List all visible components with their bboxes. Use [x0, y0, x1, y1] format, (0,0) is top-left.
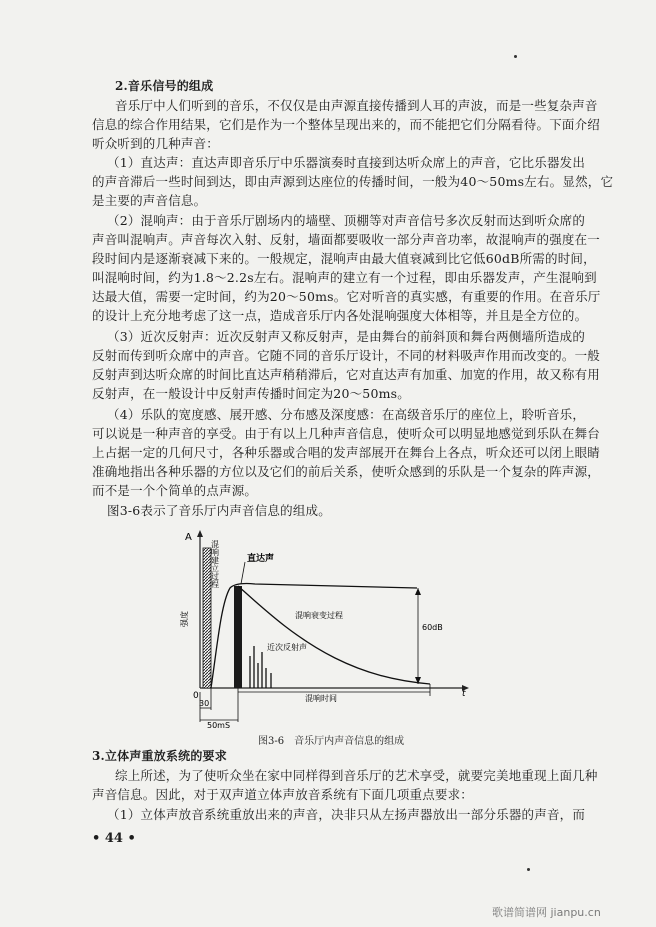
text-line: 而不是一个个简单的点声源。	[92, 483, 258, 498]
page-number: • 44 •	[92, 831, 136, 846]
scan-speck	[514, 55, 517, 58]
text-line: 的设计上充分地考虑了这一点，造成音乐厅内各处混响强度大体相等，并且是全方位的。	[92, 308, 588, 323]
sound-envelope-figure	[175, 528, 475, 728]
text-line: （1）直达声：直达声即音乐厅中乐器演奏时直接到达听众席上的声音，它比乐器发出	[107, 155, 586, 170]
60db-label: 60dB	[422, 623, 443, 632]
section-heading-2: 2.音乐信号的组成	[115, 79, 214, 93]
text-line: 可以说是一种声音的享受。由于有以上几种声音信息，使听众可以明显地感觉到乐队在舞台	[92, 426, 601, 441]
direct-sound-pointer	[241, 562, 245, 584]
text-line: 准确地指出各种乐器的方位以及它们的前后关系，使听众感到的乐队是一个复杂的阵声源，	[92, 464, 601, 479]
text-line: 听众听到的几种声音：	[92, 136, 220, 151]
y-axis-arrow	[197, 530, 203, 537]
text-line: 反射声到达听众席的时间比直达声稍稍滞后，它对直达声有加重、加宽的作用，故又称有用	[92, 367, 601, 382]
decay-label: 混响衰变过程	[295, 611, 343, 620]
text-line: 上占据一定的几何尺寸，各种乐器或合唱的发声部展开在舞台上各点，听众还可以闭上眼睛	[92, 445, 601, 460]
text-line: 反射声，在一般设计中反射声传播时间定为20～50ms。	[92, 386, 410, 401]
text-line: 声音叫混响声。声音每次入射、反射，墙面都要吸收一部分声音功率，故混响声的强度在一	[92, 232, 601, 247]
text-line: 图3-6表示了音乐厅内声音信息的组成。	[107, 503, 331, 518]
30-label: 30	[199, 699, 210, 708]
reverb-build-label: 混响建立过程	[210, 540, 220, 588]
section-heading-3: 3.立体声重放系统的要求	[92, 749, 227, 763]
watermark: 歌谱简谱网 jianpu.cn	[492, 906, 601, 919]
text-line: 是主要的声音信息。	[92, 193, 207, 208]
text-line: 反射而传到听众席中的声音。它随不同的音乐厅设计，不同的材料吸声作用而改变的。一般	[92, 348, 601, 363]
text-line: 达最大值，需要一定时间，约为20～50ms。它对听音的真实感，有重要的作用。在音乐厅	[92, 289, 601, 304]
text-line: 叫混响时间，约为1.8～2.2s左右。混响声的建立有一个过程，即由乐器发声，产生混响到	[92, 270, 597, 285]
text-line: （1）立体声放音系统重放出来的声音，决非只从左扬声器放出一部分乐器的声音，而	[107, 807, 586, 822]
direct-sound-bar	[234, 586, 242, 688]
y-axis-label: 强度	[180, 611, 189, 627]
early-reflection-label: 近次反射声	[267, 643, 307, 652]
text-line: 综上所述，为了使听众坐在家中同样得到音乐厅的艺术享受，就要完美地重现上面几种	[115, 768, 598, 783]
rt-label: 混响时间	[305, 694, 337, 703]
text-line: 段时间内是逐渐衰减下来的。一般规定，混响声由最大值衰减到比它低60dB所需的时间，	[92, 251, 596, 266]
text-line: （4）乐队的宽度感、展开感、分布感及深度感：在高级音乐厅的座位上，聆听音乐，	[107, 407, 586, 422]
text-line: 音乐厅中人们听到的音乐，不仅仅是由声源直接传播到人耳的声波，而是一些复杂声音	[115, 98, 598, 113]
text-line: 的声音滞后一些时间到达，即由声源到达座位的传播时间，一般为40～50ms左右。显然，它	[92, 174, 614, 189]
direct-sound-label: 直达声	[247, 554, 275, 564]
early-reflection-marks	[250, 646, 271, 688]
page-number-value: 44	[104, 831, 123, 846]
text-line: 声音信息。因此，对于双声道立体声放音系统有下面几项重点要求：	[92, 787, 474, 802]
50ms-label: 50mS	[207, 721, 231, 728]
text-line: 信息的综合作用结果，它们是作为一个整体呈现出来的，而不能把它们分隔看待。下面介绍	[92, 117, 601, 132]
axis-label-a: A	[185, 532, 192, 543]
text-line: （3）近次反射声：近次反射声又称反射声，是由舞台的前斜顶和舞台两侧墙所造成的	[107, 329, 586, 344]
figure-caption: 图3-6 音乐厅内声音信息的组成	[258, 736, 405, 747]
decay-curve	[238, 586, 430, 684]
t-label: t	[462, 689, 466, 699]
origin-label: 0	[193, 691, 199, 701]
text-line: （2）混响声：由于音乐厅剧场内的墙壁、顶棚等对声音信号多次反射而达到听众席的	[107, 213, 586, 228]
scan-speck	[527, 868, 530, 871]
